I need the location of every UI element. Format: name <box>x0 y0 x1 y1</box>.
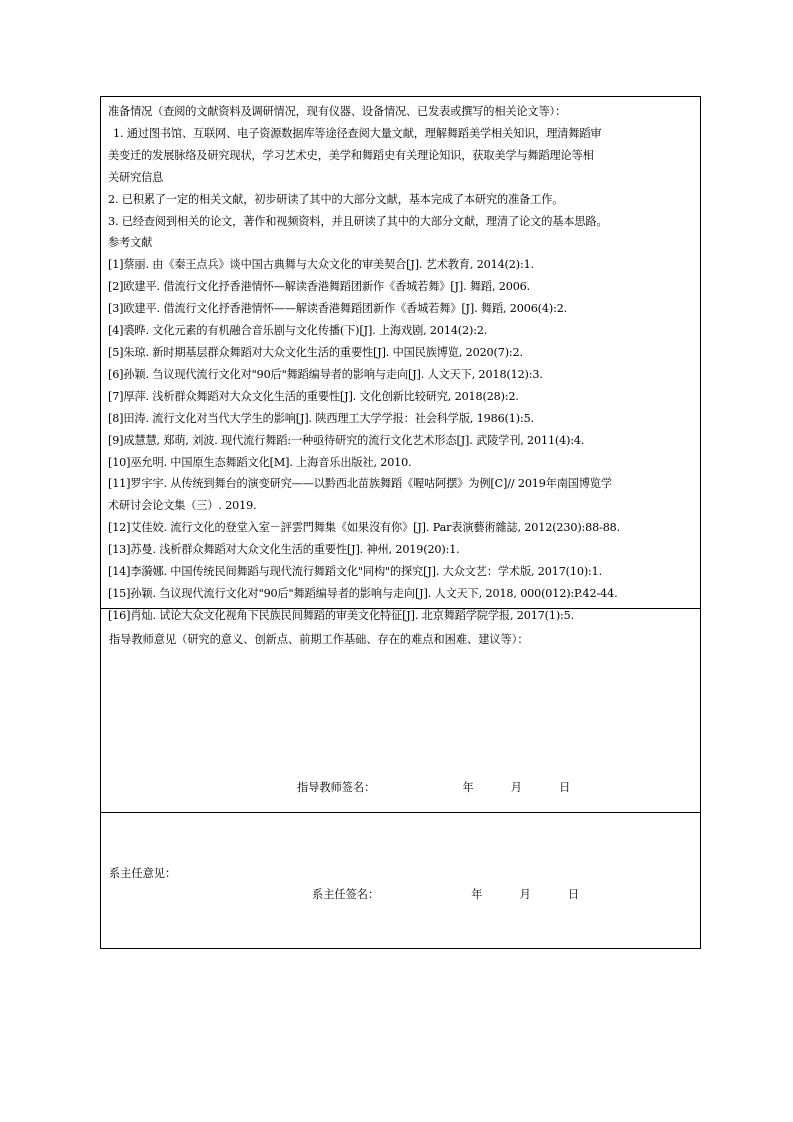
advisor-day-label: 日 <box>559 781 571 794</box>
reference-item: [16]肖灿. 试论大众文化视角下民族民间舞蹈的审美文化特征[J]. 北京舞蹈学院学报, 2017(1):5. <box>108 608 575 622</box>
reference-item: [14]李漪娜. 中国传统民间舞蹈与现代流行舞蹈文化"同构"的探究[J]. 大众文艺：学术版, 2017(10):1. <box>108 565 603 579</box>
reference-item: [12]艾佳姣. 流行文化的登堂入室－評雲門舞集《如果沒有你》[J]. Par表演藝術雜誌, 2012(230):88-88. <box>108 521 621 535</box>
preparation-item-3: 3. 已经查阅到相关的论文，著作和视频资料，并且研读了其中的大部分文献，理清了论文的基本思路。 <box>108 214 608 228</box>
proposal-form <box>100 96 701 949</box>
preparation-item-1: 1. 通过图书馆、互联网、电子资源数据库等途径查阅大量文献，理解舞蹈美学相关知识，理清舞蹈审 <box>113 126 602 140</box>
reference-item: [8]田涛. 流行文化对当代大学生的影响[J]. 陕西理工大学学报：社会科学版, 1986(1):5. <box>108 411 534 425</box>
reference-item: [10]巫允明. 中国原生态舞蹈文化[M]. 上海音乐出版社, 2010. <box>108 455 412 469</box>
reference-item: [1]蔡丽. 由《秦王点兵》谈中国古典舞与大众文化的审美契合[J]. 艺术教育, 2014(2):1. <box>108 258 534 272</box>
preparation-heading: 准备情况（查阅的文献资料及调研情况，现有仪器、设备情况、已发表或撰写的相关论文等）： <box>108 105 566 118</box>
dept-head-day-label: 日 <box>567 888 580 901</box>
reference-item: [4]裘晔. 文化元素的有机融合音乐剧与文化传播(下)[J]. 上海戏剧, 2014(2):2. <box>108 324 488 338</box>
advisor-opinion-label: 指导教师意见（研究的意义、创新点、前期工作基础、存在的难点和困难、建议等）： <box>109 633 529 646</box>
preparation-item-2: 2. 已积累了一定的相关文献，初步研读了其中的大部分文献，基本完成了本研究的准备工作。 <box>108 192 564 206</box>
reference-item: [13]苏曼. 浅析群众舞蹈对大众文化生活的重要性[J]. 神州, 2019(20):1. <box>108 543 460 557</box>
reference-item: [6]孙颖. 刍议现代流行文化对"90后"舞蹈编导者的影响与走向[J]. 人文天下, 2018(12):3. <box>108 367 543 381</box>
preparation-item-1-cont: 美变迁的发展脉络及研究现状，学习艺术史，美学和舞蹈史有关理论知识，获取美学与舞蹈理论等相 <box>108 148 594 162</box>
reference-item: [15]孙颖. 刍议现代流行文化对"90后"舞蹈编导者的影响与走向[J]. 人文天下, 2018, 000(012):P.42-44. <box>108 586 618 600</box>
advisor-opinion-section <box>101 609 700 813</box>
advisor-signature-label: 指导教师签名： <box>297 781 376 794</box>
dept-head-opinion-section <box>101 813 700 948</box>
preparation-section <box>101 97 700 622</box>
advisor-month-label: 月 <box>510 781 522 794</box>
reference-item: [2]欧建平. 借流行文化抒香港情怀—解读香港舞蹈团新作《香城若舞》[J]. 舞蹈, 2006. <box>108 280 531 294</box>
advisor-signature-line <box>297 779 570 795</box>
dept-head-signature-line <box>312 886 579 902</box>
reference-item: [5]朱琼. 新时期基层群众舞蹈对大众文化生活的重要性[J]. 中国民族博览, 2020(7):2. <box>108 345 523 359</box>
preparation-item-1-cont: 关研究信息 <box>108 170 164 184</box>
reference-item: [9]成慧慧, 郑萌, 刘波. 现代流行舞蹈:一种亟待研究的流行文化艺术形态[J]. 武陵学刊, 2011(4):4. <box>108 433 585 447</box>
dept-head-opinion-label: 系主任意见： <box>109 867 177 880</box>
reference-item: [11]罗宇宇. 从传统到舞台的演变研究——以黔西北苗族舞蹈《喔咕阿摆》为例[C]// 2019年南国博览学 <box>108 477 612 491</box>
advisor-year-label: 年 <box>462 781 474 794</box>
reference-item: [3]欧建平. 借流行文化抒香港情怀——解读香港舞蹈团新作《香城若舞》[J]. 舞蹈, 2006(4):2. <box>108 302 568 316</box>
dept-head-month-label: 月 <box>519 888 531 901</box>
references-title: 参考文献 <box>108 236 153 250</box>
dept-head-year-label: 年 <box>471 888 483 901</box>
reference-item: [7]厚萍. 浅析群众舞蹈对大众文化生活的重要性[J]. 文化创新比较研究, 2018(28):2. <box>108 389 519 403</box>
dept-head-signature-label: 系主任签名： <box>312 888 380 901</box>
reference-item-cont: 术研讨会论文集（三）. 2019. <box>108 499 257 513</box>
